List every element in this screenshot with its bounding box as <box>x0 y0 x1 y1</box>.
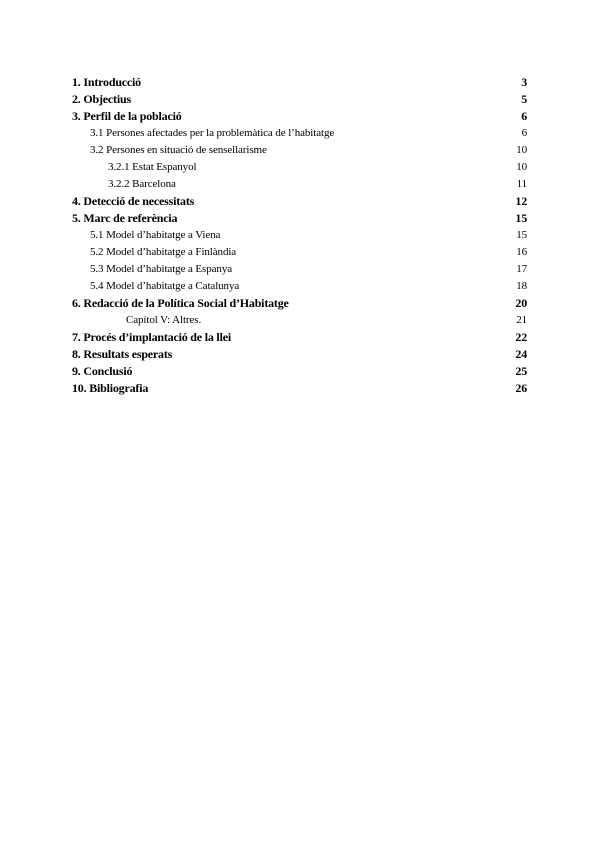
toc-entry-page: 11 <box>516 178 527 190</box>
toc-entry-title: 3. Perfil de la població <box>72 109 182 123</box>
toc-entry-page: 25 <box>515 364 527 378</box>
toc-entry-title: 2. Objectius <box>72 92 131 106</box>
toc-subentry-capitol-v[interactable] <box>72 312 527 329</box>
toc-entry-title: 3.2 Persones en situació de sensellarisme <box>90 144 267 156</box>
toc-entry-title: 1. Introducció <box>72 75 141 89</box>
toc-entry-objectius[interactable] <box>72 91 527 108</box>
toc-subsubentry-estat-espanyol[interactable] <box>72 159 527 176</box>
toc-entry-page: 16 <box>516 246 527 258</box>
toc-entry-title: 3.2.2 Barcelona <box>108 178 176 190</box>
toc-entry-resultats-esperats[interactable] <box>72 346 527 363</box>
toc-entry-page: 20 <box>515 296 527 310</box>
toc-entry-perfil-poblacio[interactable] <box>72 108 527 125</box>
toc-entry-page: 21 <box>516 314 527 326</box>
toc-entry-page: 3 <box>521 75 527 89</box>
toc-entry-title: 7. Procés d’implantació de la llei <box>72 330 231 344</box>
toc-entry-page: 24 <box>515 347 527 361</box>
toc-entry-conclusio[interactable] <box>72 363 527 380</box>
toc-entry-introduccio[interactable] <box>72 74 527 91</box>
toc-entry-title: 6. Redacció de la Política Social d’Habitatge <box>72 296 289 310</box>
toc-entry-title: 9. Conclusió <box>72 364 133 378</box>
toc-entry-page: 10 <box>516 161 527 173</box>
toc-entry-marc-referencia[interactable] <box>72 210 527 227</box>
toc-entry-title: 3.1 Persones afectades per la problemàtica de l’habitatge <box>90 127 335 139</box>
toc-entry-title: 5. Marc de referència <box>72 211 178 225</box>
toc-entry-bibliografia[interactable] <box>72 380 527 397</box>
toc-entry-page: 15 <box>515 211 527 225</box>
toc-entry-title: 10. Bibliografia <box>72 381 149 395</box>
toc-subentry-persones-afectades[interactable] <box>72 125 527 142</box>
toc-entry-title: 4. Detecció de necessitats <box>72 194 195 208</box>
toc-entry-title: Capítol V: Altres. <box>126 314 202 326</box>
toc-subentry-catalunya[interactable] <box>72 278 527 295</box>
table-of-contents <box>72 74 527 397</box>
toc-entry-title: 5.1 Model d’habitatge a Viena <box>90 229 221 241</box>
toc-entry-deteccio-necessitats[interactable] <box>72 193 527 210</box>
toc-entry-title: 5.2 Model d’habitatge a Finlàndia <box>90 246 237 258</box>
toc-entry-page: 5 <box>521 92 527 106</box>
toc-entry-title: 5.4 Model d’habitatge a Catalunya <box>90 280 240 292</box>
toc-entry-page: 26 <box>515 381 527 395</box>
toc-entry-page: 17 <box>516 263 527 275</box>
toc-subsubentry-barcelona[interactable] <box>72 176 527 193</box>
toc-entry-redaccio-politica[interactable] <box>72 295 527 312</box>
toc-subentry-viena[interactable] <box>72 227 527 244</box>
toc-entry-page: 18 <box>516 280 527 292</box>
toc-entry-page: 22 <box>515 330 527 344</box>
toc-entry-title: 5.3 Model d’habitatge a Espanya <box>90 263 232 275</box>
toc-entry-page: 6 <box>521 109 527 123</box>
toc-entry-page: 12 <box>515 194 527 208</box>
toc-entry-title: 8. Resultats esperats <box>72 347 173 361</box>
toc-entry-page: 10 <box>516 144 527 156</box>
toc-entry-page: 15 <box>516 229 527 241</box>
toc-entry-proces-implantacio[interactable] <box>72 329 527 346</box>
toc-subentry-finlandia[interactable] <box>72 244 527 261</box>
toc-entry-title: 3.2.1 Estat Espanyol <box>108 161 197 173</box>
toc-subentry-espanya[interactable] <box>72 261 527 278</box>
toc-subentry-sensellarisme[interactable] <box>72 142 527 159</box>
toc-entry-page: 6 <box>521 127 527 139</box>
